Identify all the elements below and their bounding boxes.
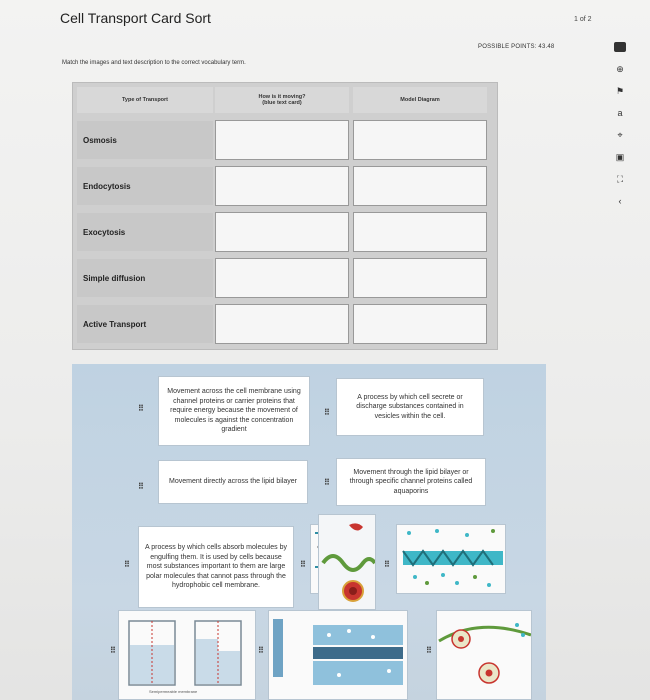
image-card-endocytosis[interactable] xyxy=(318,514,376,610)
image-card-active-transport[interactable] xyxy=(396,524,506,594)
card-osmosis-text[interactable]: Movement through the lipid bilayer or through specific channel proteins called aquaporins xyxy=(336,458,486,506)
instructions: Match the images and text description to the correct vocabulary term. xyxy=(62,60,246,66)
row-label-exocytosis: Exocytosis xyxy=(77,213,213,251)
page-title: Cell Transport Card Sort xyxy=(60,10,211,26)
drag-handle-icon[interactable]: ⠿ xyxy=(300,560,306,569)
drop-zone-exocytosis-diagram[interactable] xyxy=(353,212,487,252)
tool-location-icon[interactable]: ⌖ xyxy=(617,129,623,140)
tool-strip xyxy=(606,36,634,212)
vesicle-diagram xyxy=(437,611,532,700)
drop-zone-simple-diffusion-diagram[interactable] xyxy=(353,258,487,298)
tool-notes-icon[interactable] xyxy=(606,36,634,58)
drag-handle-icon[interactable]: ⠿ xyxy=(110,646,116,655)
drop-zone-exocytosis-description[interactable] xyxy=(215,212,349,252)
card-endocytosis-text[interactable]: A process by which cells absorb molecules by engulfing them. It is used by cells because most substances important to them are large polar molecules that cannot pass through the hydrophobic cell membrane. xyxy=(138,526,294,608)
header-model-diagram: Model Diagram xyxy=(353,87,487,113)
drag-handle-icon[interactable]: ⠿ xyxy=(138,404,144,413)
row-label-endocytosis: Endocytosis xyxy=(77,167,213,205)
tool-flag-icon[interactable]: ⚑ xyxy=(615,85,625,96)
row-label-simple-diffusion: Simple diffusion xyxy=(77,259,213,297)
image-card-exocytosis[interactable] xyxy=(268,610,408,700)
drop-zone-simple-diffusion-description[interactable] xyxy=(215,258,349,298)
exocytosis-diagram xyxy=(269,611,408,700)
drop-zone-osmosis-description[interactable] xyxy=(215,120,349,160)
drop-zone-endocytosis-description[interactable] xyxy=(215,166,349,206)
drop-zone-osmosis-diagram[interactable] xyxy=(353,120,487,160)
drag-handle-icon[interactable]: ⠿ xyxy=(138,482,144,491)
active-transport-diagram xyxy=(397,525,506,594)
tool-calculator-icon[interactable]: ▣ xyxy=(615,151,625,162)
drag-handle-icon[interactable]: ⠿ xyxy=(258,646,264,655)
drag-handle-icon[interactable]: ⠿ xyxy=(324,408,330,417)
sort-table xyxy=(72,82,498,350)
tool-info-icon[interactable]: ⊕ xyxy=(616,63,624,74)
tool-text-icon[interactable]: a xyxy=(617,108,623,118)
image-card-vesicle[interactable] xyxy=(436,610,532,700)
page-count: 1 of 2 xyxy=(574,16,592,23)
card-bank xyxy=(72,364,546,700)
card-exocytosis-text[interactable]: A process by which cell secrete or discharge substances contained in vesicles within the cell. xyxy=(336,378,484,436)
endocytosis-diagram xyxy=(319,515,376,610)
row-label-active-transport: Active Transport xyxy=(77,305,213,343)
header-how-moving: How is it moving? (blue text card) xyxy=(215,87,349,113)
beakers-caption: Semipermeable membrane xyxy=(149,689,198,694)
row-label-osmosis: Osmosis xyxy=(77,121,213,159)
drag-handle-icon[interactable]: ⠿ xyxy=(324,478,330,487)
drop-zone-active-transport-description[interactable] xyxy=(215,304,349,344)
drag-handle-icon[interactable]: ⠿ xyxy=(426,646,432,655)
drop-zone-active-transport-diagram[interactable] xyxy=(353,304,487,344)
possible-points: POSSIBLE POINTS: 43.48 xyxy=(478,44,555,50)
card-active-transport-text[interactable]: Movement across the cell membrane using channel proteins or carrier proteins that require energy because the movement of molecules is against the concentration gradient xyxy=(158,376,310,446)
osmosis-beakers-diagram xyxy=(119,611,256,700)
drag-handle-icon[interactable]: ⠿ xyxy=(124,560,130,569)
image-card-osmosis-beakers[interactable] xyxy=(118,610,256,700)
header-type-of-transport: Type of Transport xyxy=(77,87,213,113)
drag-handle-icon[interactable]: ⠿ xyxy=(384,560,390,569)
drop-zone-endocytosis-diagram[interactable] xyxy=(353,166,487,206)
card-simple-diffusion-text[interactable]: Movement directly across the lipid bilayer xyxy=(158,460,308,504)
tool-fullscreen-icon[interactable]: ⛶ xyxy=(616,173,624,184)
tool-collapse-icon[interactable]: ‹ xyxy=(618,196,622,206)
